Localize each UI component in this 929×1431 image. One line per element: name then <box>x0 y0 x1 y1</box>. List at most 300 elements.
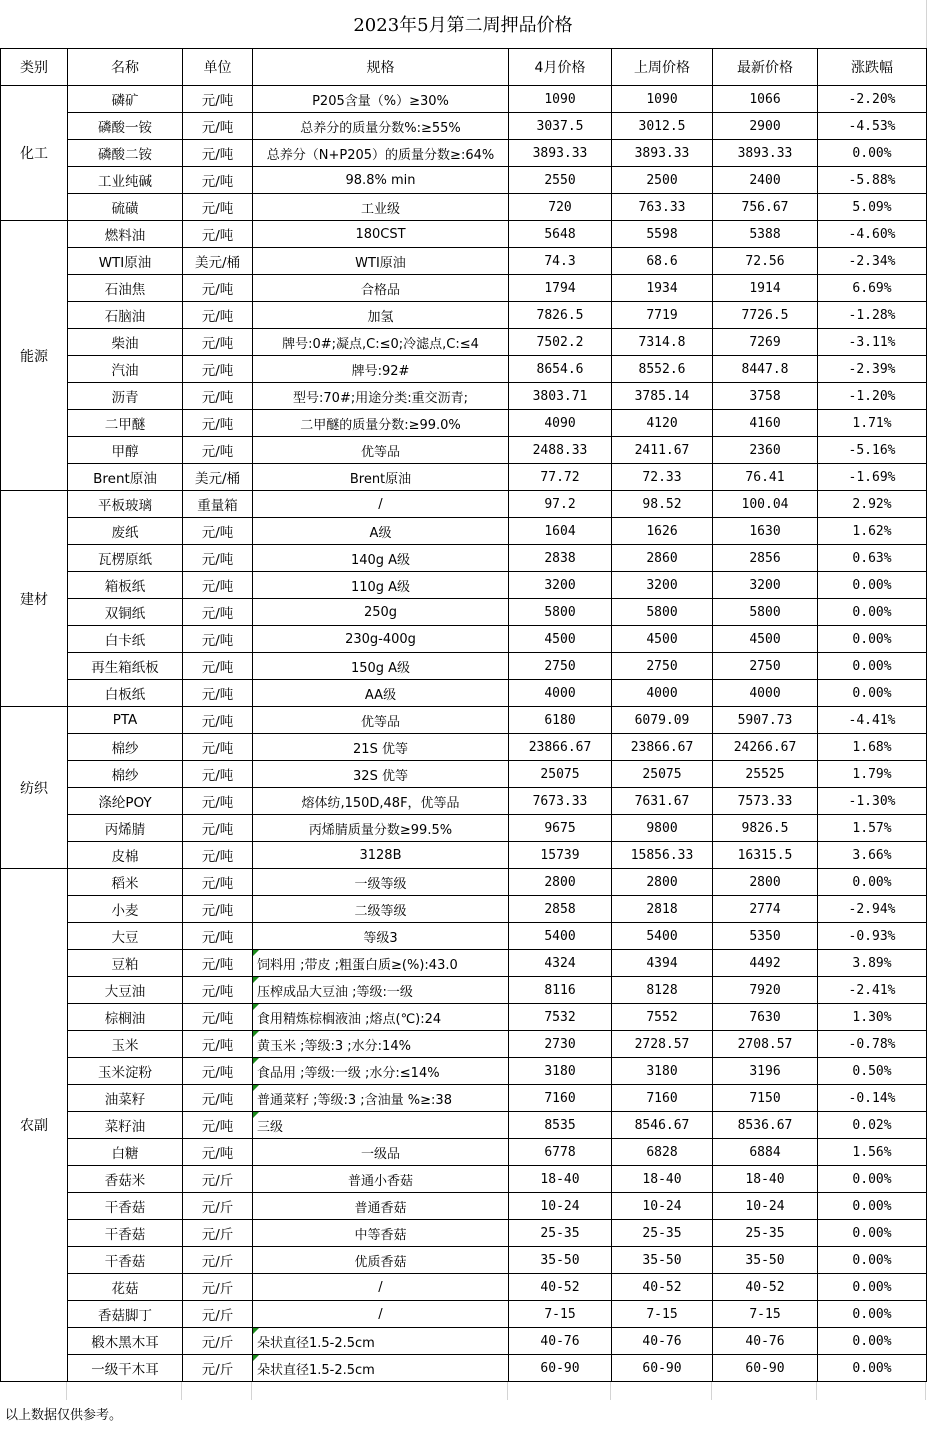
last-week-price-cell[interactable]: 6079.09 <box>612 707 713 734</box>
spec-cell[interactable] <box>253 977 509 1004</box>
item-name-cell[interactable]: 香菇脚丁 <box>68 1301 183 1328</box>
spec-cell[interactable] <box>253 1139 509 1166</box>
change-cell[interactable]: 0.00% <box>818 140 927 167</box>
spec-cell[interactable] <box>253 1220 509 1247</box>
unit-cell[interactable]: 元/吨 <box>183 626 253 653</box>
april-price-cell[interactable]: 4000 <box>509 680 612 707</box>
item-name-cell[interactable]: 工业纯碱 <box>68 167 183 194</box>
last-week-price-cell[interactable]: 40-52 <box>612 1274 713 1301</box>
latest-price-cell[interactable]: 4500 <box>713 626 818 653</box>
last-week-price-cell[interactable]: 6828 <box>612 1139 713 1166</box>
change-cell[interactable]: -4.41% <box>818 707 927 734</box>
latest-price-cell[interactable]: 8447.8 <box>713 356 818 383</box>
april-price-cell[interactable]: 35-50 <box>509 1247 612 1274</box>
unit-cell[interactable]: 元/斤 <box>183 1328 253 1355</box>
item-name-cell[interactable]: 干香菇 <box>68 1247 183 1274</box>
change-cell[interactable]: 6.69% <box>818 275 927 302</box>
unit-cell[interactable]: 元/吨 <box>183 896 253 923</box>
change-cell[interactable]: 2.92% <box>818 491 927 518</box>
unit-cell[interactable]: 元/吨 <box>183 275 253 302</box>
spec-cell[interactable] <box>253 1112 509 1139</box>
latest-price-cell[interactable]: 72.56 <box>713 248 818 275</box>
item-name-cell[interactable]: 菜籽油 <box>68 1112 183 1139</box>
april-price-cell[interactable]: 6180 <box>509 707 612 734</box>
latest-price-cell[interactable]: 8536.67 <box>713 1112 818 1139</box>
unit-cell[interactable]: 美元/桶 <box>183 248 253 275</box>
change-cell[interactable]: 0.00% <box>818 1328 927 1355</box>
last-week-price-cell[interactable]: 8546.67 <box>612 1112 713 1139</box>
april-price-cell[interactable]: 40-76 <box>509 1328 612 1355</box>
last-week-price-cell[interactable]: 4000 <box>612 680 713 707</box>
latest-price-cell[interactable]: 3200 <box>713 572 818 599</box>
category-cell[interactable]: 纺织 <box>1 707 68 869</box>
unit-cell[interactable]: 元/斤 <box>183 1355 253 1382</box>
april-price-cell[interactable]: 8535 <box>509 1112 612 1139</box>
spec-cell[interactable] <box>253 1274 509 1301</box>
latest-price-cell[interactable]: 7920 <box>713 977 818 1004</box>
change-cell[interactable]: -0.14% <box>818 1085 927 1112</box>
spec-cell[interactable] <box>253 302 509 329</box>
unit-cell[interactable]: 元/斤 <box>183 1220 253 1247</box>
april-price-cell[interactable]: 2838 <box>509 545 612 572</box>
last-week-price-cell[interactable]: 9800 <box>612 815 713 842</box>
april-price-cell[interactable]: 6778 <box>509 1139 612 1166</box>
unit-cell[interactable]: 元/吨 <box>183 437 253 464</box>
april-price-cell[interactable]: 77.72 <box>509 464 612 491</box>
april-price-cell[interactable]: 2550 <box>509 167 612 194</box>
spec-cell[interactable] <box>253 113 509 140</box>
unit-cell[interactable]: 元/吨 <box>183 842 253 869</box>
item-name-cell[interactable]: 汽油 <box>68 356 183 383</box>
item-name-cell[interactable]: 大豆油 <box>68 977 183 1004</box>
item-name-cell[interactable]: 甲醇 <box>68 437 183 464</box>
april-price-cell[interactable]: 5400 <box>509 923 612 950</box>
latest-price-cell[interactable]: 2708.57 <box>713 1031 818 1058</box>
april-price-cell[interactable]: 1794 <box>509 275 612 302</box>
unit-cell[interactable]: 美元/桶 <box>183 464 253 491</box>
latest-price-cell[interactable]: 40-52 <box>713 1274 818 1301</box>
last-week-price-cell[interactable]: 763.33 <box>612 194 713 221</box>
last-week-price-cell[interactable]: 40-76 <box>612 1328 713 1355</box>
last-week-price-cell[interactable]: 2860 <box>612 545 713 572</box>
item-name-cell[interactable]: 棉纱 <box>68 734 183 761</box>
april-price-cell[interactable]: 5648 <box>509 221 612 248</box>
last-week-price-cell[interactable]: 1626 <box>612 518 713 545</box>
last-week-price-cell[interactable]: 25075 <box>612 761 713 788</box>
spec-cell[interactable] <box>253 167 509 194</box>
april-price-cell[interactable]: 720 <box>509 194 612 221</box>
unit-cell[interactable]: 元/吨 <box>183 1031 253 1058</box>
april-price-cell[interactable]: 3180 <box>509 1058 612 1085</box>
spec-cell[interactable] <box>253 1355 509 1382</box>
unit-cell[interactable]: 元/吨 <box>183 1139 253 1166</box>
column-header[interactable]: 上周价格 <box>612 49 713 86</box>
item-name-cell[interactable]: 大豆 <box>68 923 183 950</box>
latest-price-cell[interactable]: 756.67 <box>713 194 818 221</box>
spec-cell[interactable] <box>253 626 509 653</box>
change-cell[interactable]: -0.78% <box>818 1031 927 1058</box>
latest-price-cell[interactable]: 5388 <box>713 221 818 248</box>
latest-price-cell[interactable]: 2360 <box>713 437 818 464</box>
unit-cell[interactable]: 元/吨 <box>183 113 253 140</box>
unit-cell[interactable]: 重量箱 <box>183 491 253 518</box>
item-name-cell[interactable]: WTI原油 <box>68 248 183 275</box>
item-name-cell[interactable]: 白卡纸 <box>68 626 183 653</box>
change-cell[interactable]: -1.69% <box>818 464 927 491</box>
spec-cell[interactable] <box>253 1058 509 1085</box>
latest-price-cell[interactable]: 5350 <box>713 923 818 950</box>
latest-price-cell[interactable]: 1630 <box>713 518 818 545</box>
last-week-price-cell[interactable]: 68.6 <box>612 248 713 275</box>
last-week-price-cell[interactable]: 2818 <box>612 896 713 923</box>
latest-price-cell[interactable]: 76.41 <box>713 464 818 491</box>
spec-cell[interactable] <box>253 923 509 950</box>
spec-cell[interactable] <box>253 788 509 815</box>
spec-cell[interactable] <box>253 221 509 248</box>
latest-price-cell[interactable]: 25-35 <box>713 1220 818 1247</box>
unit-cell[interactable]: 元/斤 <box>183 1193 253 1220</box>
unit-cell[interactable]: 元/吨 <box>183 977 253 1004</box>
category-cell[interactable]: 能源 <box>1 221 68 491</box>
change-cell[interactable]: 0.00% <box>818 1166 927 1193</box>
item-name-cell[interactable]: 双铜纸 <box>68 599 183 626</box>
item-name-cell[interactable]: 磷酸一铵 <box>68 113 183 140</box>
last-week-price-cell[interactable]: 7552 <box>612 1004 713 1031</box>
latest-price-cell[interactable]: 7150 <box>713 1085 818 1112</box>
latest-price-cell[interactable]: 3196 <box>713 1058 818 1085</box>
item-name-cell[interactable]: PTA <box>68 707 183 734</box>
spec-cell[interactable] <box>253 707 509 734</box>
last-week-price-cell[interactable]: 3893.33 <box>612 140 713 167</box>
last-week-price-cell[interactable]: 3200 <box>612 572 713 599</box>
unit-cell[interactable]: 元/吨 <box>183 545 253 572</box>
last-week-price-cell[interactable]: 25-35 <box>612 1220 713 1247</box>
item-name-cell[interactable]: 干香菇 <box>68 1193 183 1220</box>
spec-cell[interactable] <box>253 248 509 275</box>
change-cell[interactable]: 1.79% <box>818 761 927 788</box>
spec-cell[interactable] <box>253 545 509 572</box>
latest-price-cell[interactable]: 35-50 <box>713 1247 818 1274</box>
change-cell[interactable]: 1.56% <box>818 1139 927 1166</box>
change-cell[interactable]: -1.28% <box>818 302 927 329</box>
unit-cell[interactable]: 元/吨 <box>183 383 253 410</box>
unit-cell[interactable]: 元/吨 <box>183 653 253 680</box>
item-name-cell[interactable]: 柴油 <box>68 329 183 356</box>
latest-price-cell[interactable]: 7630 <box>713 1004 818 1031</box>
item-name-cell[interactable]: 磷酸二铵 <box>68 140 183 167</box>
item-name-cell[interactable]: 箱板纸 <box>68 572 183 599</box>
change-cell[interactable]: -1.20% <box>818 383 927 410</box>
last-week-price-cell[interactable]: 3785.14 <box>612 383 713 410</box>
spec-cell[interactable] <box>253 734 509 761</box>
change-cell[interactable]: 0.00% <box>818 626 927 653</box>
april-price-cell[interactable]: 2800 <box>509 869 612 896</box>
unit-cell[interactable]: 元/吨 <box>183 761 253 788</box>
latest-price-cell[interactable]: 9826.5 <box>713 815 818 842</box>
change-cell[interactable]: 0.00% <box>818 572 927 599</box>
latest-price-cell[interactable]: 6884 <box>713 1139 818 1166</box>
latest-price-cell[interactable]: 2774 <box>713 896 818 923</box>
last-week-price-cell[interactable]: 60-90 <box>612 1355 713 1382</box>
unit-cell[interactable]: 元/吨 <box>183 1004 253 1031</box>
spec-cell[interactable] <box>253 464 509 491</box>
april-price-cell[interactable]: 40-52 <box>509 1274 612 1301</box>
latest-price-cell[interactable]: 100.04 <box>713 491 818 518</box>
change-cell[interactable]: 0.00% <box>818 1274 927 1301</box>
change-cell[interactable]: 3.66% <box>818 842 927 869</box>
last-week-price-cell[interactable]: 1090 <box>612 86 713 113</box>
april-price-cell[interactable]: 4090 <box>509 410 612 437</box>
unit-cell[interactable]: 元/吨 <box>183 140 253 167</box>
change-cell[interactable]: -0.93% <box>818 923 927 950</box>
spec-cell[interactable] <box>253 437 509 464</box>
column-header[interactable]: 名称 <box>68 49 183 86</box>
latest-price-cell[interactable]: 7726.5 <box>713 302 818 329</box>
april-price-cell[interactable]: 3803.71 <box>509 383 612 410</box>
latest-price-cell[interactable]: 2856 <box>713 545 818 572</box>
april-price-cell[interactable]: 25-35 <box>509 1220 612 1247</box>
item-name-cell[interactable]: 废纸 <box>68 518 183 545</box>
last-week-price-cell[interactable]: 4394 <box>612 950 713 977</box>
item-name-cell[interactable]: 再生箱纸板 <box>68 653 183 680</box>
latest-price-cell[interactable]: 1914 <box>713 275 818 302</box>
change-cell[interactable]: 5.09% <box>818 194 927 221</box>
latest-price-cell[interactable]: 7269 <box>713 329 818 356</box>
latest-price-cell[interactable]: 24266.67 <box>713 734 818 761</box>
change-cell[interactable]: -5.16% <box>818 437 927 464</box>
april-price-cell[interactable]: 97.2 <box>509 491 612 518</box>
last-week-price-cell[interactable]: 4120 <box>612 410 713 437</box>
unit-cell[interactable]: 元/吨 <box>183 221 253 248</box>
item-name-cell[interactable]: 棉纱 <box>68 761 183 788</box>
latest-price-cell[interactable]: 7573.33 <box>713 788 818 815</box>
spec-cell[interactable] <box>253 599 509 626</box>
change-cell[interactable]: 0.00% <box>818 1355 927 1382</box>
item-name-cell[interactable]: 干香菇 <box>68 1220 183 1247</box>
last-week-price-cell[interactable]: 4500 <box>612 626 713 653</box>
item-name-cell[interactable]: 玉米 <box>68 1031 183 1058</box>
item-name-cell[interactable]: 白糖 <box>68 1139 183 1166</box>
category-cell[interactable]: 农副 <box>1 869 68 1382</box>
last-week-price-cell[interactable]: 7631.67 <box>612 788 713 815</box>
spec-cell[interactable] <box>253 1166 509 1193</box>
change-cell[interactable]: -3.11% <box>818 329 927 356</box>
unit-cell[interactable]: 元/吨 <box>183 356 253 383</box>
last-week-price-cell[interactable]: 2728.57 <box>612 1031 713 1058</box>
change-cell[interactable]: -4.53% <box>818 113 927 140</box>
last-week-price-cell[interactable]: 72.33 <box>612 464 713 491</box>
change-cell[interactable]: -2.34% <box>818 248 927 275</box>
item-name-cell[interactable]: 玉米淀粉 <box>68 1058 183 1085</box>
change-cell[interactable]: -1.30% <box>818 788 927 815</box>
last-week-price-cell[interactable]: 2800 <box>612 869 713 896</box>
latest-price-cell[interactable]: 4000 <box>713 680 818 707</box>
latest-price-cell[interactable]: 40-76 <box>713 1328 818 1355</box>
spec-cell[interactable] <box>253 653 509 680</box>
latest-price-cell[interactable]: 1066 <box>713 86 818 113</box>
unit-cell[interactable]: 元/吨 <box>183 329 253 356</box>
change-cell[interactable]: -4.60% <box>818 221 927 248</box>
last-week-price-cell[interactable]: 8128 <box>612 977 713 1004</box>
column-header[interactable]: 4月价格 <box>509 49 612 86</box>
item-name-cell[interactable]: 涤纶POY <box>68 788 183 815</box>
spec-cell[interactable] <box>253 1004 509 1031</box>
column-header[interactable]: 涨跌幅 <box>818 49 927 86</box>
last-week-price-cell[interactable]: 3012.5 <box>612 113 713 140</box>
column-header[interactable]: 最新价格 <box>713 49 818 86</box>
latest-price-cell[interactable]: 18-40 <box>713 1166 818 1193</box>
change-cell[interactable]: 1.62% <box>818 518 927 545</box>
category-cell[interactable]: 化工 <box>1 86 68 221</box>
change-cell[interactable]: -2.39% <box>818 356 927 383</box>
april-price-cell[interactable]: 5800 <box>509 599 612 626</box>
april-price-cell[interactable]: 23866.67 <box>509 734 612 761</box>
unit-cell[interactable]: 元/吨 <box>183 410 253 437</box>
spec-cell[interactable] <box>253 842 509 869</box>
unit-cell[interactable]: 元/吨 <box>183 302 253 329</box>
item-name-cell[interactable]: 磷矿 <box>68 86 183 113</box>
april-price-cell[interactable]: 7-15 <box>509 1301 612 1328</box>
last-week-price-cell[interactable]: 35-50 <box>612 1247 713 1274</box>
change-cell[interactable]: -2.20% <box>818 86 927 113</box>
last-week-price-cell[interactable]: 7-15 <box>612 1301 713 1328</box>
unit-cell[interactable]: 元/吨 <box>183 599 253 626</box>
change-cell[interactable]: 0.00% <box>818 680 927 707</box>
spec-cell[interactable] <box>253 815 509 842</box>
column-header[interactable]: 规格 <box>253 49 509 86</box>
unit-cell[interactable]: 元/吨 <box>183 1112 253 1139</box>
april-price-cell[interactable]: 2750 <box>509 653 612 680</box>
spec-cell[interactable] <box>253 383 509 410</box>
last-week-price-cell[interactable]: 23866.67 <box>612 734 713 761</box>
latest-price-cell[interactable]: 10-24 <box>713 1193 818 1220</box>
unit-cell[interactable]: 元/吨 <box>183 815 253 842</box>
last-week-price-cell[interactable]: 2500 <box>612 167 713 194</box>
change-cell[interactable]: 1.57% <box>818 815 927 842</box>
april-price-cell[interactable]: 7532 <box>509 1004 612 1031</box>
column-header[interactable]: 类别 <box>1 49 68 86</box>
last-week-price-cell[interactable]: 8552.6 <box>612 356 713 383</box>
last-week-price-cell[interactable]: 7314.8 <box>612 329 713 356</box>
latest-price-cell[interactable]: 2750 <box>713 653 818 680</box>
spec-cell[interactable] <box>253 1031 509 1058</box>
latest-price-cell[interactable]: 4160 <box>713 410 818 437</box>
spec-cell[interactable] <box>253 1085 509 1112</box>
april-price-cell[interactable]: 8116 <box>509 977 612 1004</box>
item-name-cell[interactable]: 椴木黑木耳 <box>68 1328 183 1355</box>
april-price-cell[interactable]: 7673.33 <box>509 788 612 815</box>
column-header[interactable]: 单位 <box>183 49 253 86</box>
change-cell[interactable]: 3.89% <box>818 950 927 977</box>
item-name-cell[interactable]: 白板纸 <box>68 680 183 707</box>
unit-cell[interactable]: 元/斤 <box>183 1301 253 1328</box>
april-price-cell[interactable]: 2488.33 <box>509 437 612 464</box>
item-name-cell[interactable]: 一级干木耳 <box>68 1355 183 1382</box>
latest-price-cell[interactable]: 25525 <box>713 761 818 788</box>
unit-cell[interactable]: 元/吨 <box>183 572 253 599</box>
last-week-price-cell[interactable]: 5598 <box>612 221 713 248</box>
item-name-cell[interactable]: 燃料油 <box>68 221 183 248</box>
spec-cell[interactable] <box>253 950 509 977</box>
spec-cell[interactable] <box>253 896 509 923</box>
latest-price-cell[interactable]: 16315.5 <box>713 842 818 869</box>
april-price-cell[interactable]: 18-40 <box>509 1166 612 1193</box>
last-week-price-cell[interactable]: 10-24 <box>612 1193 713 1220</box>
spec-cell[interactable] <box>253 356 509 383</box>
latest-price-cell[interactable]: 5907.73 <box>713 707 818 734</box>
unit-cell[interactable]: 元/吨 <box>183 923 253 950</box>
unit-cell[interactable]: 元/吨 <box>183 734 253 761</box>
latest-price-cell[interactable]: 4492 <box>713 950 818 977</box>
latest-price-cell[interactable]: 2900 <box>713 113 818 140</box>
item-name-cell[interactable]: 平板玻璃 <box>68 491 183 518</box>
april-price-cell[interactable]: 3200 <box>509 572 612 599</box>
last-week-price-cell[interactable]: 98.52 <box>612 491 713 518</box>
april-price-cell[interactable]: 2858 <box>509 896 612 923</box>
latest-price-cell[interactable]: 3893.33 <box>713 140 818 167</box>
change-cell[interactable]: 0.00% <box>818 653 927 680</box>
item-name-cell[interactable]: 小麦 <box>68 896 183 923</box>
item-name-cell[interactable]: 油菜籽 <box>68 1085 183 1112</box>
spec-cell[interactable] <box>253 410 509 437</box>
last-week-price-cell[interactable]: 15856.33 <box>612 842 713 869</box>
latest-price-cell[interactable]: 5800 <box>713 599 818 626</box>
unit-cell[interactable]: 元/吨 <box>183 1058 253 1085</box>
april-price-cell[interactable]: 7826.5 <box>509 302 612 329</box>
spec-cell[interactable] <box>253 518 509 545</box>
change-cell[interactable]: 1.68% <box>818 734 927 761</box>
spec-cell[interactable] <box>253 86 509 113</box>
latest-price-cell[interactable]: 2400 <box>713 167 818 194</box>
change-cell[interactable]: 0.00% <box>818 1247 927 1274</box>
spec-cell[interactable] <box>253 1328 509 1355</box>
last-week-price-cell[interactable]: 1934 <box>612 275 713 302</box>
change-cell[interactable]: -2.41% <box>818 977 927 1004</box>
item-name-cell[interactable]: 豆粕 <box>68 950 183 977</box>
unit-cell[interactable]: 元/吨 <box>183 707 253 734</box>
last-week-price-cell[interactable]: 3180 <box>612 1058 713 1085</box>
latest-price-cell[interactable]: 7-15 <box>713 1301 818 1328</box>
item-name-cell[interactable]: 石油焦 <box>68 275 183 302</box>
change-cell[interactable]: 0.63% <box>818 545 927 572</box>
april-price-cell[interactable]: 3893.33 <box>509 140 612 167</box>
unit-cell[interactable]: 元/吨 <box>183 950 253 977</box>
unit-cell[interactable]: 元/吨 <box>183 1085 253 1112</box>
change-cell[interactable]: -5.88% <box>818 167 927 194</box>
april-price-cell[interactable]: 1604 <box>509 518 612 545</box>
spec-cell[interactable] <box>253 275 509 302</box>
item-name-cell[interactable]: 硫磺 <box>68 194 183 221</box>
change-cell[interactable]: 0.00% <box>818 869 927 896</box>
change-cell[interactable]: 1.71% <box>818 410 927 437</box>
change-cell[interactable]: 0.02% <box>818 1112 927 1139</box>
last-week-price-cell[interactable]: 7160 <box>612 1085 713 1112</box>
spec-cell[interactable] <box>253 329 509 356</box>
april-price-cell[interactable]: 2730 <box>509 1031 612 1058</box>
item-name-cell[interactable]: 沥青 <box>68 383 183 410</box>
unit-cell[interactable]: 元/吨 <box>183 167 253 194</box>
last-week-price-cell[interactable]: 7719 <box>612 302 713 329</box>
last-week-price-cell[interactable]: 2411.67 <box>612 437 713 464</box>
spec-cell[interactable] <box>253 869 509 896</box>
unit-cell[interactable]: 元/吨 <box>183 518 253 545</box>
april-price-cell[interactable]: 8654.6 <box>509 356 612 383</box>
unit-cell[interactable]: 元/吨 <box>183 869 253 896</box>
item-name-cell[interactable]: 二甲醚 <box>68 410 183 437</box>
unit-cell[interactable]: 元/吨 <box>183 680 253 707</box>
spec-cell[interactable] <box>253 491 509 518</box>
unit-cell[interactable]: 元/斤 <box>183 1166 253 1193</box>
